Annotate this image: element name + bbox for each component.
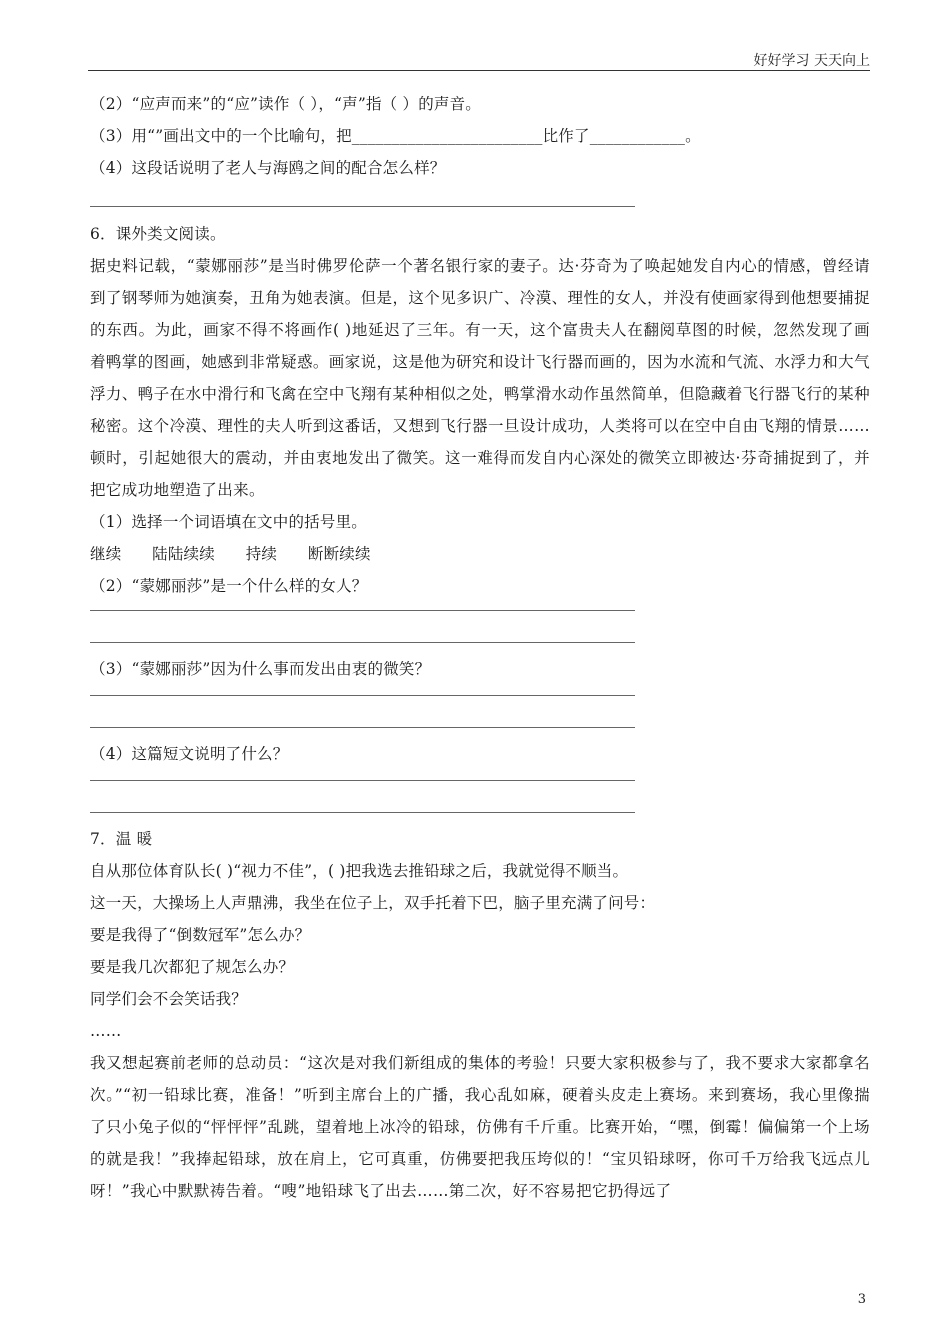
- page-header: 好好学习 天天向上: [753, 53, 870, 69]
- document-body: [90, 88, 870, 1207]
- q6-title: 6．课外类文阅读。: [90, 225, 226, 243]
- q7-line3: 要是我得了“倒数冠军”怎么办？: [90, 926, 311, 944]
- q6-passage: 据史料记载，“蒙娜丽莎”是当时佛罗伦萨一个著名银行家的妻子。达·芬奇为了唤起她发自内心的情感，曾经请到了钢琴师为她演奏，丑角为她表演。但是，这个见多识广、冷漠、理性的女人，并没有使画家得到他想要捕捉的东西。为此，画家不得不将画作( )地延迟了三年。有一天，这个富贵夫人在翻阅草图的时候，忽然发现了画着鸭掌的图画，她感到非常疑惑。画家说，这是他为研究和设计飞行器而画的，因为水流和气流、水浮力和大气浮力、鸭子在水中滑行和飞禽在空中飞翔有某种相似之处，鸭掌滑水动作虽然简单，但隐藏着飞行器飞行的某种秘密。这个冷漠、理性的夫人听到这番话，又想到飞行器一旦设计成功，人类将可以在空中自由飞翔的情景……顿时，引起她很大的震动，并由衷地发出了微笑。这一难得而发自内心深处的微笑立即被达·芬奇捕捉到了，并把它成功地塑造了出来。: [90, 257, 870, 499]
- q7-line5: 同学们会不会笑话我？: [90, 990, 248, 1008]
- q6-sub3: （3）“蒙娜丽莎”因为什么事而发出由衷的微笑？: [90, 660, 431, 678]
- q7-line6: ……: [90, 1022, 122, 1040]
- q6-sub4: （4）这篇短文说明了什么？: [90, 745, 289, 763]
- q7-passage: 我又想起赛前老师的总动员：“这次是对我们新组成的集体的考验！只要大家积极参与了，我不要求大家都拿名次。”“初一铅球比赛，准备！”听到主席台上的广播，我心乱如麻，硬着头皮走上赛场。来到赛场，我心里像揣了只小兔子似的“怦怦怦”乱跳，望着地上冰冷的铅球，仿佛有千斤重。比赛开始，“嘿，倒霉！偏偏第一个上场的就是我！”我捧起铅球，放在肩上，它可真重，仿佛要把我压垮似的！“宝贝铅球呀，你可千万给我飞远点儿呀！”我心中默默祷告着。“嗖”地铅球飞了出去……第二次，好不容易把它扔得远了: [90, 1054, 870, 1200]
- header-divider: [88, 70, 870, 71]
- q7-line2: 这一天，大操场上人声鼎沸，我坐在位子上，双手托着下巴，脑子里充满了问号：: [90, 894, 656, 912]
- page-number: 3: [857, 1292, 866, 1307]
- q5-sub3: （3）用“”画出文中的一个比喻句，把________________________比作了____________。: [90, 127, 701, 145]
- q5-sub4: （4）这段话说明了老人与海鸥之间的配合怎么样？: [90, 159, 446, 177]
- q6-sub1: （1）选择一个词语填在文中的括号里。: [90, 513, 367, 531]
- q7-title: 7．温 暖: [90, 830, 153, 848]
- q5-sub2: （2）“应声而来”的“应”读作（ ），“声”指（ ）的声音。: [90, 95, 482, 113]
- q7-line4: 要是我几次都犯了规怎么办？: [90, 958, 295, 976]
- q6-options: 继续 陆陆续续 持续 断断续续: [90, 545, 371, 563]
- q7-line1: 自从那位体育队长( )“视力不佳”，( )把我选去推铅球之后，我就觉得不顺当。: [90, 862, 629, 880]
- q6-sub2: （2）“蒙娜丽莎”是一个什么样的女人？: [90, 577, 368, 595]
